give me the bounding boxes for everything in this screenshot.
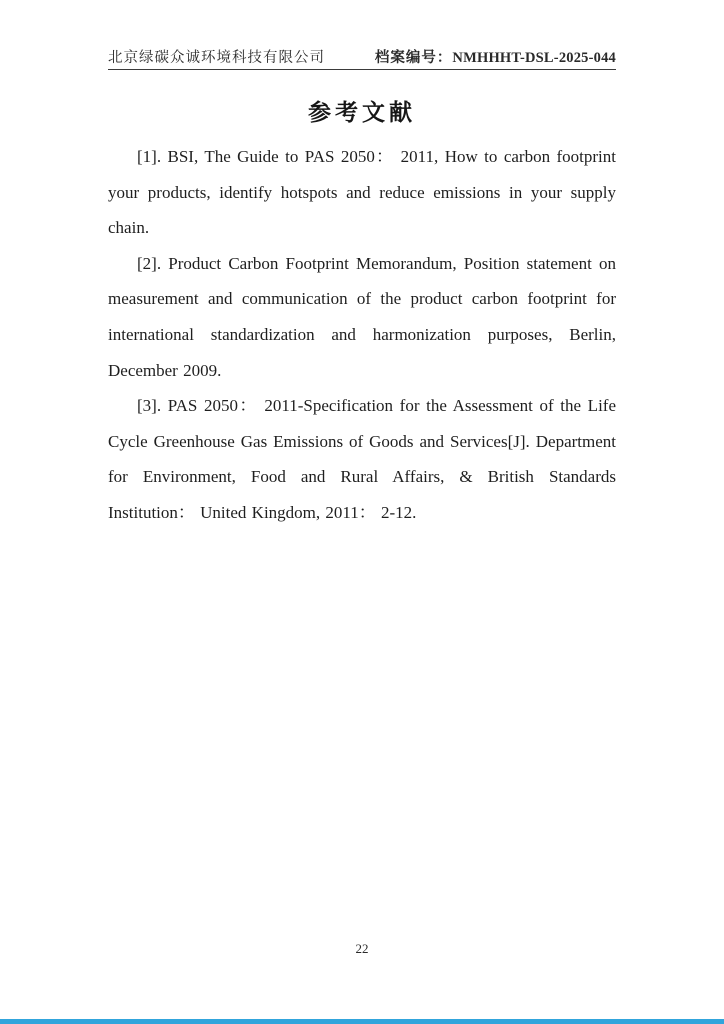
reference-item: [3]. PAS 2050： 2011-Specification for the Assessment of the Life Cycle Greenhouse Gas Emissions of Goods and Services[J]. Department for Environment, Food and Rural Affairs, & British Standards Institution： United Kingdom, 2011： 2-12. — [108, 396, 616, 522]
header-company-name: 北京绿碳众诚环境科技有限公司 — [108, 50, 325, 66]
references-section — [108, 139, 616, 531]
doc-number-label: 档案编号： — [374, 50, 453, 66]
reference-item: [1]. BSI, The Guide to PAS 2050： 2011, How to carbon footprint your products, identify hotspots and reduce emissions in your supply chain. — [108, 147, 616, 238]
page-number: 22 — [355, 941, 369, 956]
reference-item: [2]. Product Carbon Footprint Memorandum, Position statement on measurement and communication of the product carbon footprint for international standardization and harmonization purposes, Berlin, December 2009. — [108, 253, 616, 380]
doc-number-value: NMHHHT-DSL-2025-044 — [452, 50, 616, 66]
page-title: 参考文献 — [308, 100, 416, 125]
header-rule — [108, 69, 616, 70]
page-header — [108, 46, 616, 67]
bottom-accent-bar — [0, 1019, 724, 1024]
header-doc-number — [375, 46, 616, 67]
